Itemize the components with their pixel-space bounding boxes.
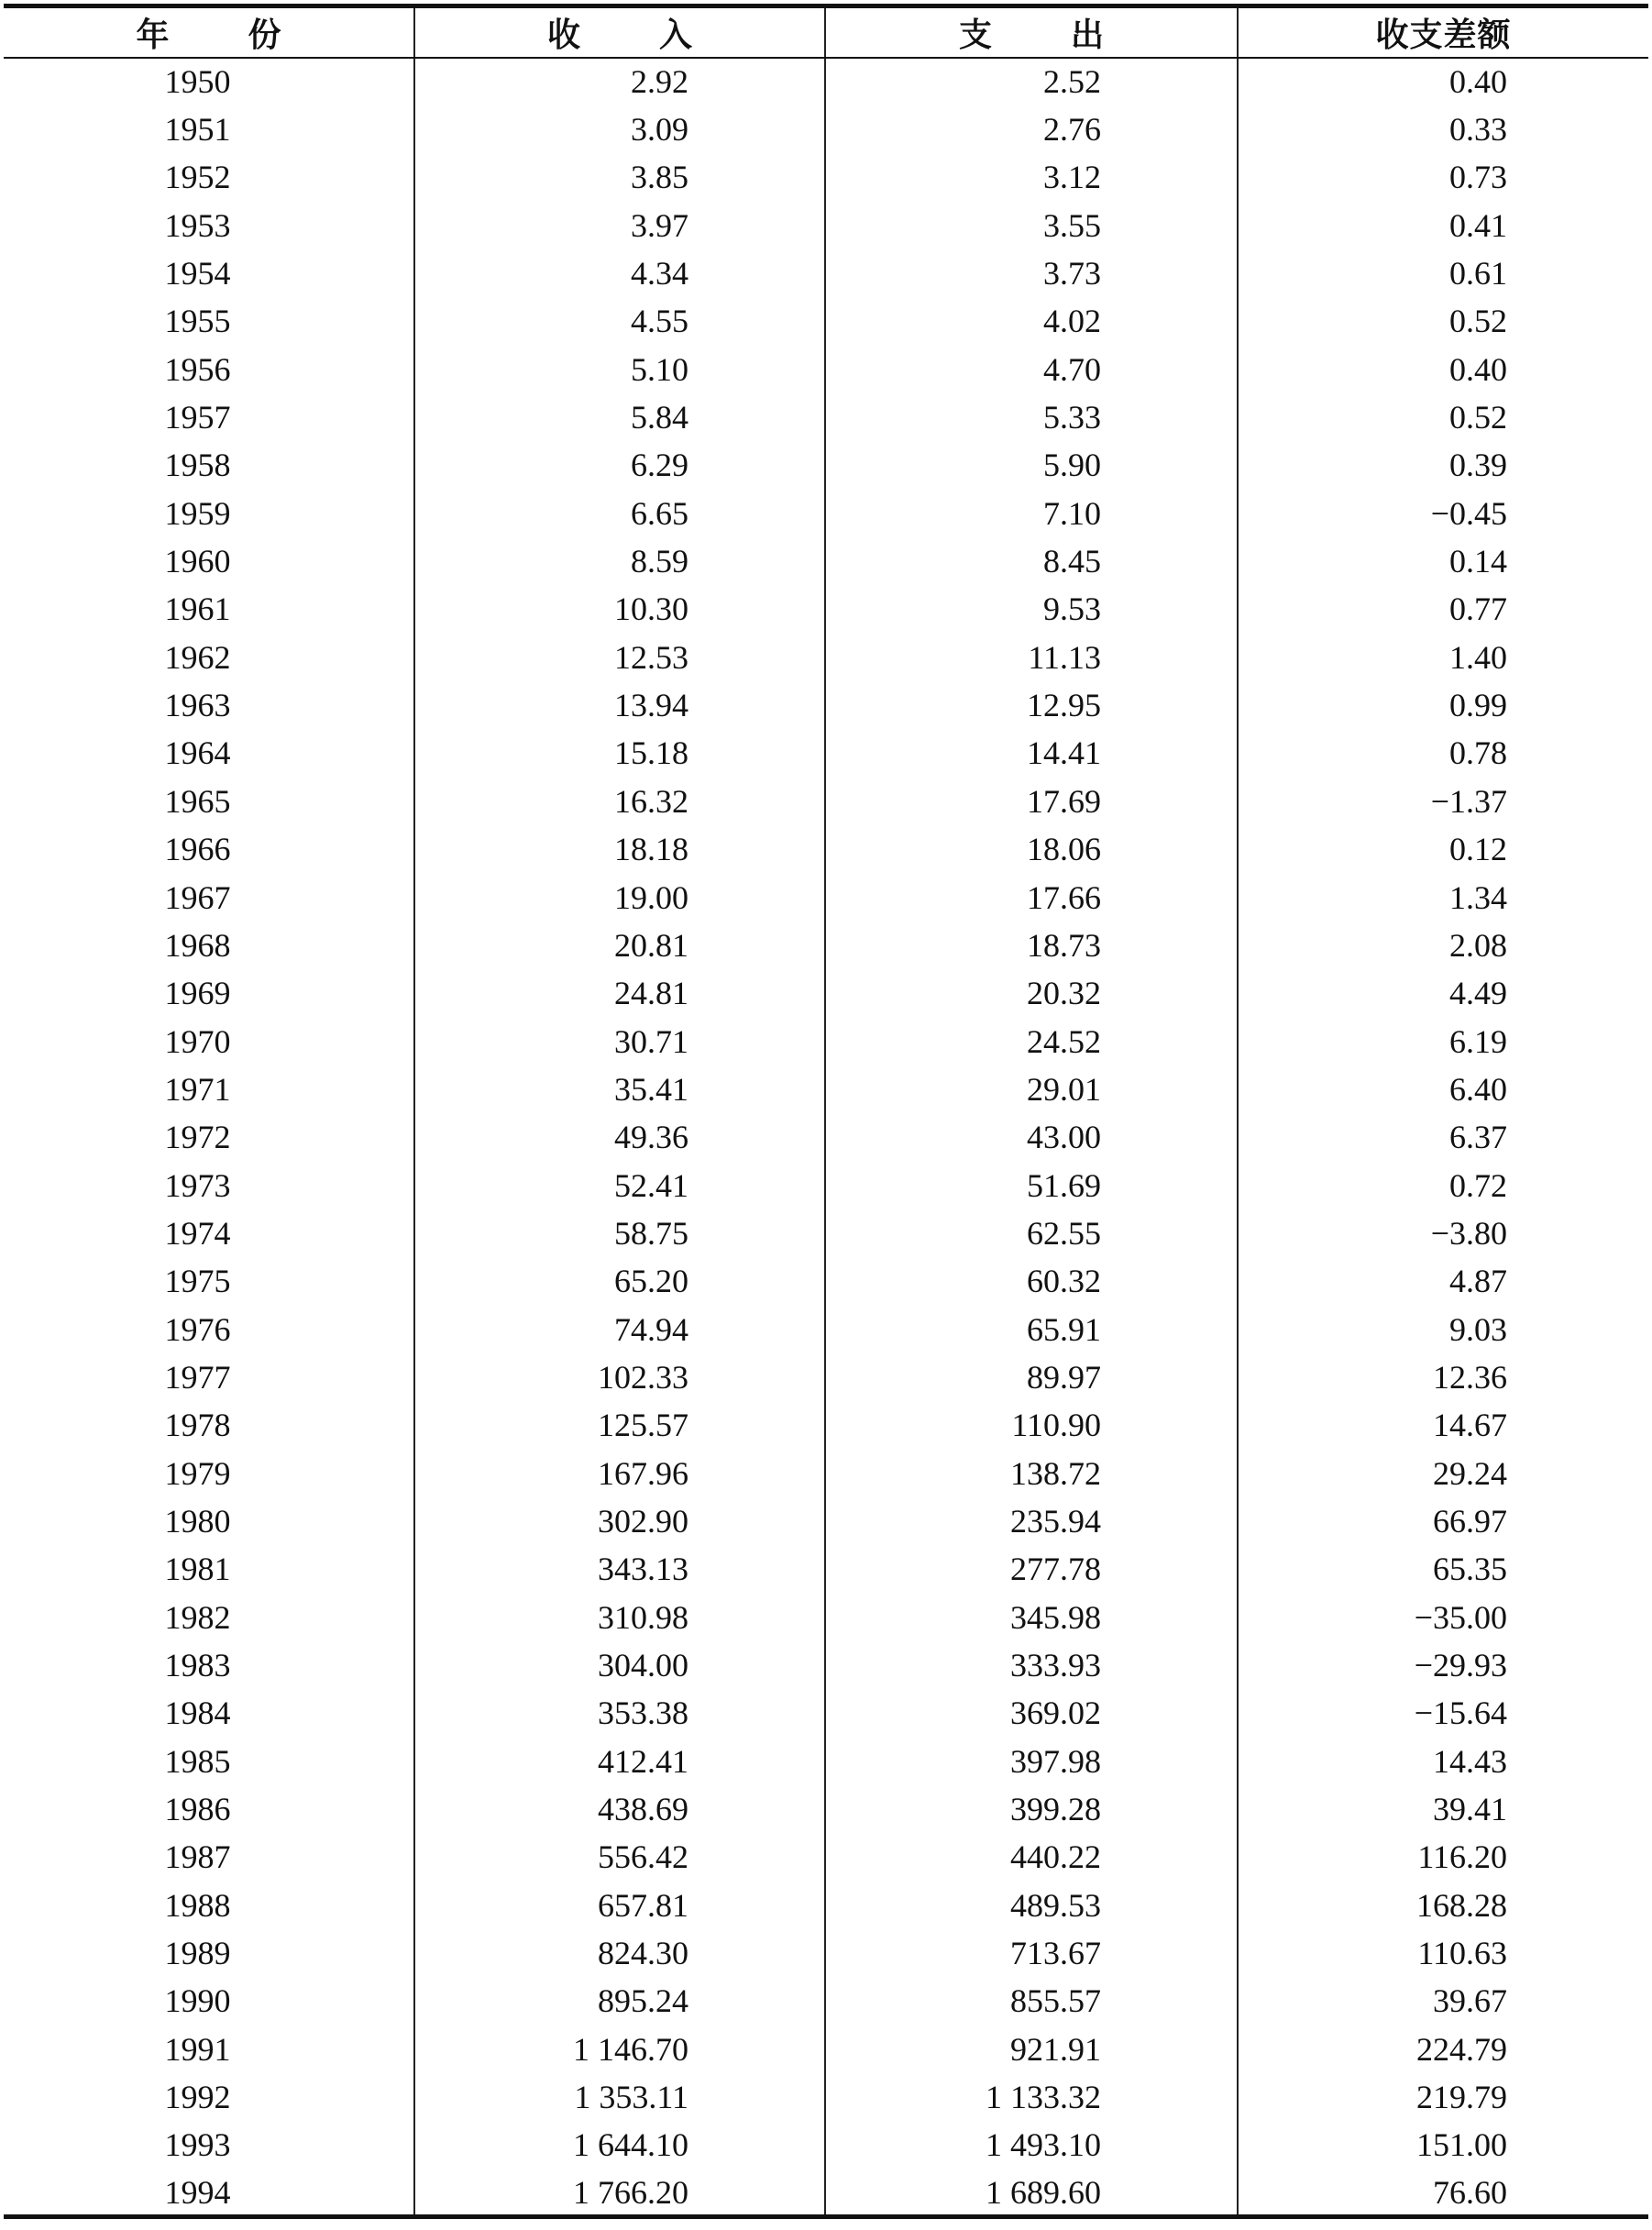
- expenditure-cell: 110.90: [825, 1401, 1238, 1449]
- expenditure-cell: 369.02: [825, 1689, 1238, 1737]
- expenditure-cell: 5.33: [825, 393, 1238, 441]
- balance-cell: 0.72: [1238, 1161, 1648, 1209]
- expenditure-cell: 855.57: [825, 1977, 1238, 2025]
- table-row: [4, 1929, 1648, 1977]
- balance-cell: 76.60: [1238, 2169, 1648, 2217]
- balance-cell: 0.77: [1238, 585, 1648, 633]
- revenue-cell: 6.65: [414, 490, 825, 537]
- header-revenue-char-2: 入: [659, 15, 693, 54]
- expenditure-cell: 65.91: [825, 1305, 1238, 1352]
- header-expenditure: [825, 6, 1238, 58]
- revenue-cell: 824.30: [414, 1929, 825, 1977]
- revenue-cell: 19.00: [414, 873, 825, 921]
- table-row: [4, 1449, 1648, 1496]
- balance-cell: 219.79: [1238, 2073, 1648, 2121]
- table-row: [4, 153, 1648, 201]
- balance-cell: 0.52: [1238, 393, 1648, 441]
- expenditure-cell: 89.97: [825, 1353, 1238, 1401]
- balance-cell: 66.97: [1238, 1497, 1648, 1545]
- expenditure-cell: 7.10: [825, 490, 1238, 537]
- table-row: [4, 2026, 1648, 2073]
- header-year: [4, 6, 414, 58]
- balance-cell: 39.41: [1238, 1785, 1648, 1833]
- table-row: [4, 346, 1648, 393]
- expenditure-cell: 1 493.10: [825, 2121, 1238, 2169]
- table-row: [4, 1594, 1648, 1641]
- balance-cell: 6.40: [1238, 1065, 1648, 1113]
- revenue-cell: 343.13: [414, 1545, 825, 1593]
- balance-cell: 0.14: [1238, 537, 1648, 585]
- expenditure-cell: 489.53: [825, 1882, 1238, 1929]
- expenditure-cell: 3.12: [825, 153, 1238, 201]
- table-row: [4, 1353, 1648, 1401]
- table-row: [4, 825, 1648, 873]
- revenue-cell: 15.18: [414, 729, 825, 777]
- expenditure-cell: 138.72: [825, 1449, 1238, 1496]
- table-row: [4, 778, 1648, 825]
- table-row: [4, 1113, 1648, 1161]
- header-year-char-2: 份: [248, 15, 281, 54]
- table-row: [4, 1497, 1648, 1545]
- header-row: [4, 6, 1648, 58]
- expenditure-cell: 18.06: [825, 825, 1238, 873]
- table-row: [4, 1977, 1648, 2025]
- year-cell: 1980: [164, 1502, 231, 1540]
- expenditure-cell: 235.94: [825, 1497, 1238, 1545]
- revenue-cell: 310.98: [414, 1594, 825, 1641]
- year-cell: 1952: [164, 159, 231, 196]
- expenditure-cell: 11.13: [825, 634, 1238, 681]
- year-cell: 1969: [164, 975, 231, 1012]
- header-year-char-1: 年: [136, 15, 170, 54]
- year-cell: 1961: [164, 591, 231, 628]
- year-cell: 1979: [164, 1454, 231, 1492]
- revenue-cell: 3.97: [414, 202, 825, 249]
- year-cell: 1993: [164, 2126, 231, 2164]
- expenditure-cell: 277.78: [825, 1545, 1238, 1593]
- table-row: [4, 1161, 1648, 1209]
- year-cell: 1967: [164, 878, 231, 916]
- revenue-cell: 58.75: [414, 1209, 825, 1257]
- year-cell: 1959: [164, 494, 231, 532]
- table-row: [4, 1641, 1648, 1689]
- table-row: [4, 1209, 1648, 1257]
- revenue-cell: 52.41: [414, 1161, 825, 1209]
- table-row: [4, 202, 1648, 249]
- expenditure-cell: 333.93: [825, 1641, 1238, 1689]
- year-cell: 1955: [164, 303, 231, 340]
- revenue-cell: 1 766.20: [414, 2169, 825, 2217]
- table-row: [4, 2121, 1648, 2169]
- balance-cell: 0.78: [1238, 729, 1648, 777]
- table-row: [4, 490, 1648, 537]
- expenditure-cell: 17.66: [825, 873, 1238, 921]
- year-cell: 1958: [164, 447, 231, 484]
- year-cell: 1994: [4, 2169, 414, 2217]
- year-cell: 1984: [164, 1695, 231, 1732]
- balance-cell: 6.37: [1238, 1113, 1648, 1161]
- revenue-cell: 10.30: [414, 585, 825, 633]
- table-row: [4, 2169, 1648, 2217]
- revenue-cell: 18.18: [414, 825, 825, 873]
- table-row: [4, 1833, 1648, 1881]
- document-page: [4, 4, 1648, 2226]
- table-row: [4, 922, 1648, 969]
- year-cell: 1950: [164, 63, 231, 101]
- balance-cell: 0.61: [1238, 249, 1648, 297]
- header-expenditure-char-2: 出: [1071, 15, 1105, 54]
- expenditure-cell: 12.95: [825, 681, 1238, 729]
- year-cell: 1977: [164, 1358, 231, 1396]
- expenditure-cell: 3.73: [825, 249, 1238, 297]
- table-row: [4, 585, 1648, 633]
- revenue-cell: 304.00: [414, 1641, 825, 1689]
- revenue-cell: 49.36: [414, 1113, 825, 1161]
- year-cell: 1965: [164, 782, 231, 820]
- table-row: [4, 1545, 1648, 1593]
- balance-cell: 6.19: [1238, 1017, 1648, 1065]
- expenditure-cell: 62.55: [825, 1209, 1238, 1257]
- balance-cell: −3.80: [1238, 1209, 1648, 1257]
- balance-cell: 110.63: [1238, 1929, 1648, 1977]
- expenditure-cell: 17.69: [825, 778, 1238, 825]
- revenue-cell: 3.09: [414, 105, 825, 153]
- header-expenditure-char-1: 支: [958, 15, 992, 54]
- revenue-cell: 35.41: [414, 1065, 825, 1113]
- year-cell: 1986: [164, 1791, 231, 1828]
- table-row: [4, 681, 1648, 729]
- revenue-cell: 3.85: [414, 153, 825, 201]
- expenditure-cell: 345.98: [825, 1594, 1238, 1641]
- revenue-cell: 302.90: [414, 1497, 825, 1545]
- balance-cell: 151.00: [1238, 2121, 1648, 2169]
- balance-cell: 4.87: [1238, 1257, 1648, 1305]
- balance-cell: −1.37: [1238, 778, 1648, 825]
- year-cell: 1973: [164, 1166, 231, 1204]
- table-body: [4, 58, 1648, 2217]
- table-row: [4, 1882, 1648, 1929]
- revenue-cell: 1 146.70: [414, 2026, 825, 2073]
- expenditure-cell: 4.70: [825, 346, 1238, 393]
- table-row: [4, 58, 1648, 105]
- table-row: [4, 1017, 1648, 1065]
- balance-cell: 0.99: [1238, 681, 1648, 729]
- revenue-cell: 20.81: [414, 922, 825, 969]
- revenue-cell: 6.29: [414, 441, 825, 489]
- year-cell: 1991: [164, 2030, 231, 2068]
- expenditure-cell: 29.01: [825, 1065, 1238, 1113]
- revenue-cell: 102.33: [414, 1353, 825, 1401]
- table-row: [4, 1738, 1648, 1785]
- revenue-cell: 5.10: [414, 346, 825, 393]
- expenditure-cell: 24.52: [825, 1017, 1238, 1065]
- expenditure-cell: 5.90: [825, 441, 1238, 489]
- revenue-cell: 16.32: [414, 778, 825, 825]
- revenue-cell: 5.84: [414, 393, 825, 441]
- balance-cell: 0.33: [1238, 105, 1648, 153]
- year-cell: 1951: [164, 111, 231, 149]
- revenue-cell: 2.92: [414, 58, 825, 105]
- year-cell: 1978: [164, 1407, 231, 1444]
- revenue-cell: 4.34: [414, 249, 825, 297]
- table-row: [4, 105, 1648, 153]
- table-row: [4, 1401, 1648, 1449]
- expenditure-cell: 8.45: [825, 537, 1238, 585]
- year-cell: 1988: [164, 1886, 231, 1924]
- header-revenue-char-1: 收: [546, 15, 580, 54]
- balance-cell: 14.43: [1238, 1738, 1648, 1785]
- revenue-cell: 8.59: [414, 537, 825, 585]
- revenue-cell: 24.81: [414, 969, 825, 1017]
- year-cell: 1975: [164, 1263, 231, 1300]
- year-cell: 1971: [164, 1070, 231, 1108]
- year-cell: 1983: [164, 1647, 231, 1684]
- year-cell: 1966: [164, 831, 231, 868]
- expenditure-cell: 20.32: [825, 969, 1238, 1017]
- balance-cell: 0.39: [1238, 441, 1648, 489]
- revenue-cell: 12.53: [414, 634, 825, 681]
- expenditure-cell: 14.41: [825, 729, 1238, 777]
- revenue-cell: 13.94: [414, 681, 825, 729]
- revenue-cell: 1 353.11: [414, 2073, 825, 2121]
- balance-cell: −29.93: [1238, 1641, 1648, 1689]
- balance-cell: 29.24: [1238, 1449, 1648, 1496]
- revenue-cell: 4.55: [414, 297, 825, 345]
- year-cell: 1968: [164, 926, 231, 964]
- balance-cell: 0.40: [1238, 58, 1648, 105]
- expenditure-cell: 397.98: [825, 1738, 1238, 1785]
- expenditure-cell: 2.52: [825, 58, 1238, 105]
- balance-cell: 65.35: [1238, 1545, 1648, 1593]
- balance-cell: −0.45: [1238, 490, 1648, 537]
- balance-cell: 9.03: [1238, 1305, 1648, 1352]
- revenue-cell: 556.42: [414, 1833, 825, 1881]
- table-row: [4, 873, 1648, 921]
- revenue-cell: 74.94: [414, 1305, 825, 1352]
- revenue-cell: 412.41: [414, 1738, 825, 1785]
- table-row: [4, 441, 1648, 489]
- year-cell: 1989: [164, 1935, 231, 1972]
- table-row: [4, 297, 1648, 345]
- expenditure-cell: 51.69: [825, 1161, 1238, 1209]
- year-cell: 1954: [164, 255, 231, 293]
- revenue-cell: 125.57: [414, 1401, 825, 1449]
- balance-cell: 2.08: [1238, 922, 1648, 969]
- expenditure-cell: 713.67: [825, 1929, 1238, 1977]
- year-cell: 1962: [164, 638, 231, 676]
- revenue-cell: 1 644.10: [414, 2121, 825, 2169]
- year-cell: 1981: [164, 1551, 231, 1588]
- table-row: [4, 1305, 1648, 1352]
- balance-cell: 1.34: [1238, 873, 1648, 921]
- balance-cell: 224.79: [1238, 2026, 1648, 2073]
- balance-cell: 0.52: [1238, 297, 1648, 345]
- year-cell: 1976: [164, 1310, 231, 1348]
- expenditure-cell: 60.32: [825, 1257, 1238, 1305]
- balance-cell: 116.20: [1238, 1833, 1648, 1881]
- header-balance: 收支差额: [1238, 6, 1648, 58]
- balance-cell: 14.67: [1238, 1401, 1648, 1449]
- expenditure-cell: 9.53: [825, 585, 1238, 633]
- expenditure-cell: 18.73: [825, 922, 1238, 969]
- table-row: [4, 1065, 1648, 1113]
- year-cell: 1960: [164, 543, 231, 580]
- balance-cell: −15.64: [1238, 1689, 1648, 1737]
- fiscal-revenue-expenditure-table: [4, 4, 1648, 2219]
- balance-cell: −35.00: [1238, 1594, 1648, 1641]
- table-row: [4, 537, 1648, 585]
- revenue-cell: 65.20: [414, 1257, 825, 1305]
- year-cell: 1957: [164, 399, 231, 436]
- year-cell: 1963: [164, 687, 231, 724]
- expenditure-cell: 2.76: [825, 105, 1238, 153]
- balance-cell: 12.36: [1238, 1353, 1648, 1401]
- balance-cell: 0.40: [1238, 346, 1648, 393]
- table-row: [4, 1785, 1648, 1833]
- header-revenue: [414, 6, 825, 58]
- revenue-cell: 30.71: [414, 1017, 825, 1065]
- revenue-cell: 353.38: [414, 1689, 825, 1737]
- table-row: [4, 969, 1648, 1017]
- revenue-cell: 438.69: [414, 1785, 825, 1833]
- year-cell: 1992: [164, 2079, 231, 2116]
- year-cell: 1987: [164, 1838, 231, 1876]
- year-cell: 1964: [164, 734, 231, 772]
- year-cell: 1990: [164, 1982, 231, 2020]
- year-cell: 1982: [164, 1598, 231, 1636]
- year-cell: 1972: [164, 1119, 231, 1156]
- balance-cell: 1.40: [1238, 634, 1648, 681]
- revenue-cell: 167.96: [414, 1449, 825, 1496]
- year-cell: 1970: [164, 1022, 231, 1060]
- table-row: [4, 393, 1648, 441]
- expenditure-cell: 440.22: [825, 1833, 1238, 1881]
- year-cell: 1953: [164, 206, 231, 244]
- revenue-cell: 657.81: [414, 1882, 825, 1929]
- expenditure-cell: 1 689.60: [825, 2169, 1238, 2217]
- balance-cell: 168.28: [1238, 1882, 1648, 1929]
- table-row: [4, 1689, 1648, 1737]
- expenditure-cell: 399.28: [825, 1785, 1238, 1833]
- balance-cell: 0.73: [1238, 153, 1648, 201]
- expenditure-cell: 4.02: [825, 297, 1238, 345]
- expenditure-cell: 921.91: [825, 2026, 1238, 2073]
- balance-cell: 0.12: [1238, 825, 1648, 873]
- revenue-cell: 895.24: [414, 1977, 825, 2025]
- expenditure-cell: 1 133.32: [825, 2073, 1238, 2121]
- expenditure-cell: 3.55: [825, 202, 1238, 249]
- table-row: [4, 634, 1648, 681]
- table-row: [4, 249, 1648, 297]
- table-row: [4, 1257, 1648, 1305]
- balance-cell: 0.41: [1238, 202, 1648, 249]
- table-row: [4, 2073, 1648, 2121]
- table-row: [4, 729, 1648, 777]
- expenditure-cell: 43.00: [825, 1113, 1238, 1161]
- year-cell: 1956: [164, 350, 231, 388]
- balance-cell: 39.67: [1238, 1977, 1648, 2025]
- year-cell: 1974: [164, 1214, 231, 1252]
- balance-cell: 4.49: [1238, 969, 1648, 1017]
- year-cell: 1985: [164, 1742, 231, 1780]
